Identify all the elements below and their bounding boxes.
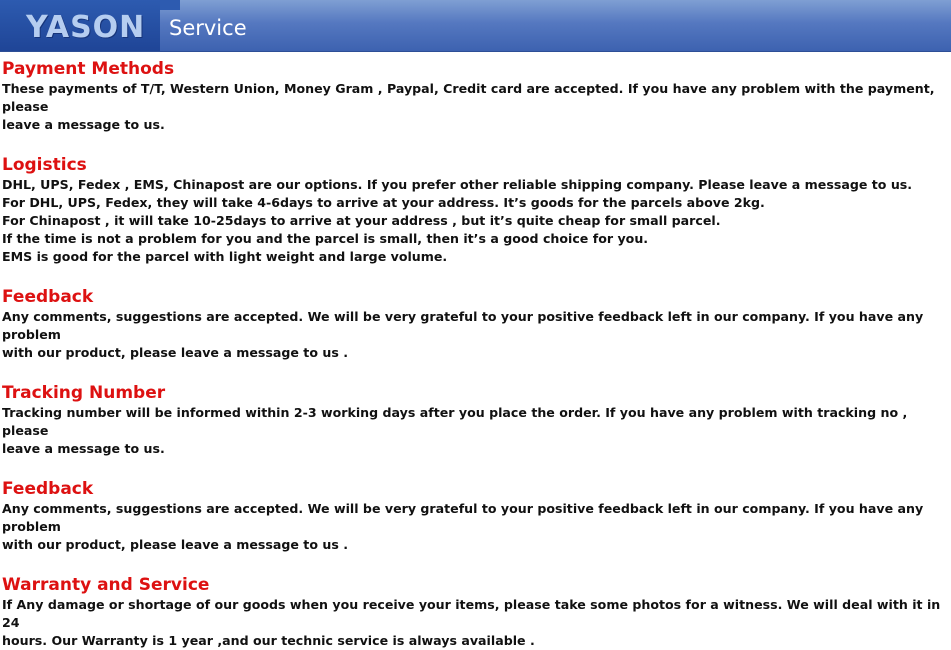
service-content	[2, 58, 947, 650]
section-payment-methods	[2, 58, 947, 134]
section-title: Logistics	[2, 155, 87, 175]
section-line: hours. Our Warranty is 1 year ,and our technic service is always available .	[2, 633, 535, 648]
section-line: If Any damage or shortage of our goods when you receive your items, please take some photos for a witness. We will deal with it in 24	[2, 597, 941, 630]
section-line: DHL, UPS, Fedex , EMS, Chinapost are our options. If you prefer other reliable shipping company. Please leave a message to us.	[2, 177, 913, 192]
section-line: These payments of T/T, Western Union, Money Gram , Paypal, Credit card are accepted. If you have any problem with the payment, please	[2, 81, 935, 114]
header-banner	[0, 0, 951, 52]
section-title: Feedback	[2, 287, 94, 307]
section-line: Tracking number will be informed within 2-3 working days after you place the order. If you have any problem with tracking no , please	[2, 405, 908, 438]
section-title: Feedback	[2, 479, 94, 499]
section-line: If the time is not a problem for you and the parcel is small, then it’s a good choice for you.	[2, 231, 649, 246]
section-line: leave a message to us.	[2, 441, 165, 456]
section-line: For DHL, UPS, Fedex, they will take 4-6days to arrive at your address. It’s goods for the parcels above 2kg.	[2, 195, 765, 210]
section-feedback-repeat	[2, 478, 947, 554]
section-tracking-number	[2, 382, 947, 458]
section-title: Warranty and Service	[2, 575, 210, 595]
section-feedback	[2, 286, 947, 362]
section-line: with our product, please leave a message to us .	[2, 345, 348, 360]
section-line: EMS is good for the parcel with light weight and large volume.	[2, 249, 448, 264]
section-logistics	[2, 154, 947, 266]
section-line: leave a message to us.	[2, 117, 165, 132]
brand-tab	[160, 0, 180, 10]
brand-logo: YASON	[26, 10, 146, 45]
section-line: Any comments, suggestions are accepted. We will be very grateful to your positive feedback left in our company. If you have any problem	[2, 309, 924, 342]
section-warranty-and-service	[2, 574, 947, 650]
section-line: with our product, please leave a message to us .	[2, 537, 348, 552]
section-line: Any comments, suggestions are accepted. We will be very grateful to your positive feedback left in our company. If you have any problem	[2, 501, 924, 534]
section-title: Payment Methods	[2, 59, 175, 79]
section-line: For Chinapost , it will take 10-25days to arrive at your address , but it’s quite cheap for small parcel.	[2, 213, 721, 228]
section-title: Tracking Number	[2, 383, 166, 403]
header-section-title: Service	[169, 16, 247, 40]
